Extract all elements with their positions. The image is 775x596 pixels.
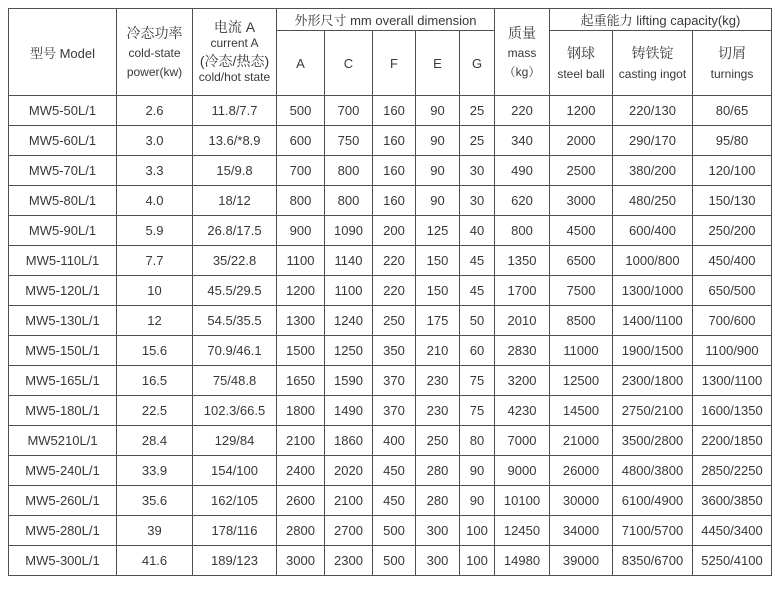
- value-cell: 500: [373, 546, 416, 576]
- col-header-model: 型号 Model: [9, 9, 117, 96]
- table-row: [9, 366, 772, 396]
- value-cell: 450/400: [693, 246, 772, 276]
- value-cell: 4.0: [117, 186, 193, 216]
- value-cell: 2000: [550, 126, 613, 156]
- value-cell: 162/105: [193, 486, 277, 516]
- value-cell: 2300: [325, 546, 373, 576]
- value-cell: 3200: [495, 366, 550, 396]
- turnings-en: turnings: [710, 66, 754, 81]
- value-cell: 350: [373, 336, 416, 366]
- value-cell: 2300/1800: [613, 366, 693, 396]
- value-cell: 50: [460, 306, 495, 336]
- value-cell: 30: [460, 186, 495, 216]
- value-cell: 3500/2800: [613, 426, 693, 456]
- col-header-dim-a: A: [277, 31, 325, 96]
- value-cell: 5250/4100: [693, 546, 772, 576]
- value-cell: 160: [373, 186, 416, 216]
- value-cell: 1650: [277, 366, 325, 396]
- value-cell: 6500: [550, 246, 613, 276]
- value-cell: 60: [460, 336, 495, 366]
- value-cell: 45: [460, 246, 495, 276]
- spec-table: [8, 8, 772, 576]
- value-cell: 450: [373, 486, 416, 516]
- col-group-dimension: 外形尺寸 mm overall dimension: [277, 9, 495, 31]
- value-cell: 5.9: [117, 216, 193, 246]
- value-cell: 480/250: [613, 186, 693, 216]
- value-cell: 210: [416, 336, 460, 366]
- value-cell: 160: [373, 126, 416, 156]
- value-cell: 10: [117, 276, 193, 306]
- table-body: [9, 96, 772, 576]
- col-header-power: [117, 9, 193, 96]
- col-header-dim-c: C: [325, 31, 373, 96]
- model-cell: MW5-180L/1: [9, 396, 117, 426]
- value-cell: 11.8/7.7: [193, 96, 277, 126]
- mass-header-en: mass: [507, 46, 537, 61]
- value-cell: 16.5: [117, 366, 193, 396]
- value-cell: 90: [460, 456, 495, 486]
- value-cell: 2400: [277, 456, 325, 486]
- model-cell: MW5-130L/1: [9, 306, 117, 336]
- value-cell: 280: [416, 486, 460, 516]
- col-header-current: [193, 9, 277, 96]
- value-cell: 175: [416, 306, 460, 336]
- table-row: [9, 546, 772, 576]
- value-cell: 100: [460, 546, 495, 576]
- value-cell: 490: [495, 156, 550, 186]
- power-header-en-2: power(kw): [126, 64, 183, 79]
- model-cell: MW5-50L/1: [9, 96, 117, 126]
- value-cell: 154/100: [193, 456, 277, 486]
- value-cell: 129/84: [193, 426, 277, 456]
- value-cell: 300: [416, 516, 460, 546]
- model-cell: MW5-120L/1: [9, 276, 117, 306]
- value-cell: 230: [416, 396, 460, 426]
- value-cell: 12: [117, 306, 193, 336]
- value-cell: 39000: [550, 546, 613, 576]
- current-header-en-2: cold/hot state: [198, 70, 271, 85]
- header-row-1: [9, 9, 772, 31]
- value-cell: 12450: [495, 516, 550, 546]
- value-cell: 220: [495, 96, 550, 126]
- value-cell: 500: [373, 516, 416, 546]
- value-cell: 1000/800: [613, 246, 693, 276]
- value-cell: 380/200: [613, 156, 693, 186]
- value-cell: 75/48.8: [193, 366, 277, 396]
- value-cell: 178/116: [193, 516, 277, 546]
- value-cell: 280: [416, 456, 460, 486]
- value-cell: 150/130: [693, 186, 772, 216]
- value-cell: 1100/900: [693, 336, 772, 366]
- value-cell: 100: [460, 516, 495, 546]
- value-cell: 120/100: [693, 156, 772, 186]
- value-cell: 14980: [495, 546, 550, 576]
- value-cell: 800: [495, 216, 550, 246]
- value-cell: 13.6/*8.9: [193, 126, 277, 156]
- value-cell: 30: [460, 156, 495, 186]
- value-cell: 800: [325, 156, 373, 186]
- mass-header-unit: （kg）: [503, 64, 541, 79]
- model-cell: MW5-80L/1: [9, 186, 117, 216]
- model-cell: MW5-280L/1: [9, 516, 117, 546]
- value-cell: 1800: [277, 396, 325, 426]
- table-row: [9, 156, 772, 186]
- value-cell: 1100: [277, 246, 325, 276]
- value-cell: 4230: [495, 396, 550, 426]
- value-cell: 1200: [550, 96, 613, 126]
- value-cell: 4800/3800: [613, 456, 693, 486]
- value-cell: 45: [460, 276, 495, 306]
- value-cell: 1860: [325, 426, 373, 456]
- table-row: [9, 396, 772, 426]
- value-cell: 370: [373, 396, 416, 426]
- table-row: [9, 486, 772, 516]
- table-row: [9, 456, 772, 486]
- value-cell: 160: [373, 96, 416, 126]
- table-row: [9, 306, 772, 336]
- value-cell: 3600/3850: [693, 486, 772, 516]
- col-header-steel-ball: [550, 31, 613, 96]
- value-cell: 80: [460, 426, 495, 456]
- model-cell: MW5-240L/1: [9, 456, 117, 486]
- value-cell: 750: [325, 126, 373, 156]
- value-cell: 1700: [495, 276, 550, 306]
- value-cell: 2010: [495, 306, 550, 336]
- value-cell: 33.9: [117, 456, 193, 486]
- value-cell: 30000: [550, 486, 613, 516]
- value-cell: 600/400: [613, 216, 693, 246]
- value-cell: 3000: [550, 186, 613, 216]
- value-cell: 7.7: [117, 246, 193, 276]
- value-cell: 250: [373, 306, 416, 336]
- value-cell: 7500: [550, 276, 613, 306]
- col-group-capacity: 起重能力 lifting capacity(kg): [550, 9, 772, 31]
- power-header-zh: 冷态功率: [126, 24, 183, 41]
- value-cell: 220/130: [613, 96, 693, 126]
- col-header-casting-ingot: [613, 31, 693, 96]
- value-cell: 2500: [550, 156, 613, 186]
- value-cell: 340: [495, 126, 550, 156]
- value-cell: 7000: [495, 426, 550, 456]
- table-header: [9, 9, 772, 96]
- col-header-dim-f: F: [373, 31, 416, 96]
- value-cell: 90: [460, 486, 495, 516]
- value-cell: 1350: [495, 246, 550, 276]
- value-cell: 150: [416, 246, 460, 276]
- value-cell: 34000: [550, 516, 613, 546]
- value-cell: 3000: [277, 546, 325, 576]
- value-cell: 1590: [325, 366, 373, 396]
- table-row: [9, 186, 772, 216]
- value-cell: 400: [373, 426, 416, 456]
- value-cell: 370: [373, 366, 416, 396]
- value-cell: 3.3: [117, 156, 193, 186]
- casting-ingot-en: casting ingot: [618, 66, 687, 81]
- value-cell: 189/123: [193, 546, 277, 576]
- value-cell: 1100: [325, 276, 373, 306]
- value-cell: 200: [373, 216, 416, 246]
- value-cell: 95/80: [693, 126, 772, 156]
- model-cell: MW5-110L/1: [9, 246, 117, 276]
- value-cell: 8350/6700: [613, 546, 693, 576]
- col-header-turnings: [693, 31, 772, 96]
- value-cell: 500: [277, 96, 325, 126]
- value-cell: 125: [416, 216, 460, 246]
- value-cell: 26.8/17.5: [193, 216, 277, 246]
- value-cell: 220: [373, 276, 416, 306]
- value-cell: 900: [277, 216, 325, 246]
- value-cell: 220: [373, 246, 416, 276]
- value-cell: 150: [416, 276, 460, 306]
- value-cell: 160: [373, 156, 416, 186]
- model-cell: MW5-70L/1: [9, 156, 117, 186]
- value-cell: 1500: [277, 336, 325, 366]
- table-row: [9, 246, 772, 276]
- value-cell: 10100: [495, 486, 550, 516]
- value-cell: 2700: [325, 516, 373, 546]
- value-cell: 40: [460, 216, 495, 246]
- value-cell: 600: [277, 126, 325, 156]
- model-cell: MW5-300L/1: [9, 546, 117, 576]
- value-cell: 35.6: [117, 486, 193, 516]
- value-cell: 290/170: [613, 126, 693, 156]
- value-cell: 15/9.8: [193, 156, 277, 186]
- value-cell: 80/65: [693, 96, 772, 126]
- value-cell: 39: [117, 516, 193, 546]
- value-cell: 26000: [550, 456, 613, 486]
- value-cell: 1200: [277, 276, 325, 306]
- value-cell: 12500: [550, 366, 613, 396]
- value-cell: 15.6: [117, 336, 193, 366]
- value-cell: 1090: [325, 216, 373, 246]
- table-row: [9, 516, 772, 546]
- value-cell: 700: [277, 156, 325, 186]
- value-cell: 41.6: [117, 546, 193, 576]
- value-cell: 1490: [325, 396, 373, 426]
- value-cell: 230: [416, 366, 460, 396]
- value-cell: 700: [325, 96, 373, 126]
- power-header-en-1: cold-state: [128, 46, 181, 61]
- model-cell: MW5-150L/1: [9, 336, 117, 366]
- value-cell: 1300/1000: [613, 276, 693, 306]
- value-cell: 21000: [550, 426, 613, 456]
- value-cell: 14500: [550, 396, 613, 426]
- value-cell: 2100: [325, 486, 373, 516]
- value-cell: 620: [495, 186, 550, 216]
- value-cell: 4500: [550, 216, 613, 246]
- value-cell: 1240: [325, 306, 373, 336]
- value-cell: 4450/3400: [693, 516, 772, 546]
- value-cell: 250/200: [693, 216, 772, 246]
- value-cell: 90: [416, 126, 460, 156]
- value-cell: 102.3/66.5: [193, 396, 277, 426]
- col-header-dim-g: G: [460, 31, 495, 96]
- turnings-zh: 切屑: [718, 44, 746, 61]
- value-cell: 22.5: [117, 396, 193, 426]
- col-header-mass: [495, 9, 550, 96]
- value-cell: 90: [416, 156, 460, 186]
- value-cell: 2850/2250: [693, 456, 772, 486]
- value-cell: 1400/1100: [613, 306, 693, 336]
- value-cell: 54.5/35.5: [193, 306, 277, 336]
- value-cell: 3.0: [117, 126, 193, 156]
- value-cell: 2600: [277, 486, 325, 516]
- model-cell: MW5210L/1: [9, 426, 117, 456]
- model-cell: MW5-260L/1: [9, 486, 117, 516]
- value-cell: 11000: [550, 336, 613, 366]
- value-cell: 28.4: [117, 426, 193, 456]
- value-cell: 300: [416, 546, 460, 576]
- value-cell: 1600/1350: [693, 396, 772, 426]
- value-cell: 700/600: [693, 306, 772, 336]
- mass-header-zh: 质量: [508, 24, 536, 41]
- value-cell: 2100: [277, 426, 325, 456]
- value-cell: 800: [277, 186, 325, 216]
- value-cell: 90: [416, 96, 460, 126]
- value-cell: 90: [416, 186, 460, 216]
- value-cell: 650/500: [693, 276, 772, 306]
- value-cell: 1300: [277, 306, 325, 336]
- value-cell: 25: [460, 96, 495, 126]
- table-row: [9, 216, 772, 246]
- value-cell: 1300/1100: [693, 366, 772, 396]
- value-cell: 35/22.8: [193, 246, 277, 276]
- model-cell: MW5-165L/1: [9, 366, 117, 396]
- col-header-dim-e: E: [416, 31, 460, 96]
- value-cell: 1250: [325, 336, 373, 366]
- table-row: [9, 126, 772, 156]
- value-cell: 1900/1500: [613, 336, 693, 366]
- value-cell: 2200/1850: [693, 426, 772, 456]
- table-row: [9, 336, 772, 366]
- table-row: [9, 276, 772, 306]
- value-cell: 75: [460, 366, 495, 396]
- steel-ball-zh: 钢球: [567, 44, 595, 61]
- table-row: [9, 426, 772, 456]
- value-cell: 2020: [325, 456, 373, 486]
- value-cell: 25: [460, 126, 495, 156]
- value-cell: 45.5/29.5: [193, 276, 277, 306]
- value-cell: 8500: [550, 306, 613, 336]
- value-cell: 6100/4900: [613, 486, 693, 516]
- value-cell: 2750/2100: [613, 396, 693, 426]
- value-cell: 2830: [495, 336, 550, 366]
- steel-ball-en: steel ball: [557, 66, 605, 81]
- casting-ingot-zh: 铸铁锭: [631, 44, 674, 61]
- current-header-zh-2: (冷态/热态): [199, 53, 270, 69]
- current-header-zh: 电流 A: [213, 18, 256, 35]
- value-cell: 250: [416, 426, 460, 456]
- value-cell: 450: [373, 456, 416, 486]
- value-cell: 800: [325, 186, 373, 216]
- value-cell: 2800: [277, 516, 325, 546]
- model-cell: MW5-60L/1: [9, 126, 117, 156]
- value-cell: 70.9/46.1: [193, 336, 277, 366]
- value-cell: 7100/5700: [613, 516, 693, 546]
- model-cell: MW5-90L/1: [9, 216, 117, 246]
- current-header-en-1: current A: [210, 36, 259, 51]
- table-row: [9, 96, 772, 126]
- value-cell: 2.6: [117, 96, 193, 126]
- value-cell: 75: [460, 396, 495, 426]
- value-cell: 1140: [325, 246, 373, 276]
- value-cell: 18/12: [193, 186, 277, 216]
- value-cell: 9000: [495, 456, 550, 486]
